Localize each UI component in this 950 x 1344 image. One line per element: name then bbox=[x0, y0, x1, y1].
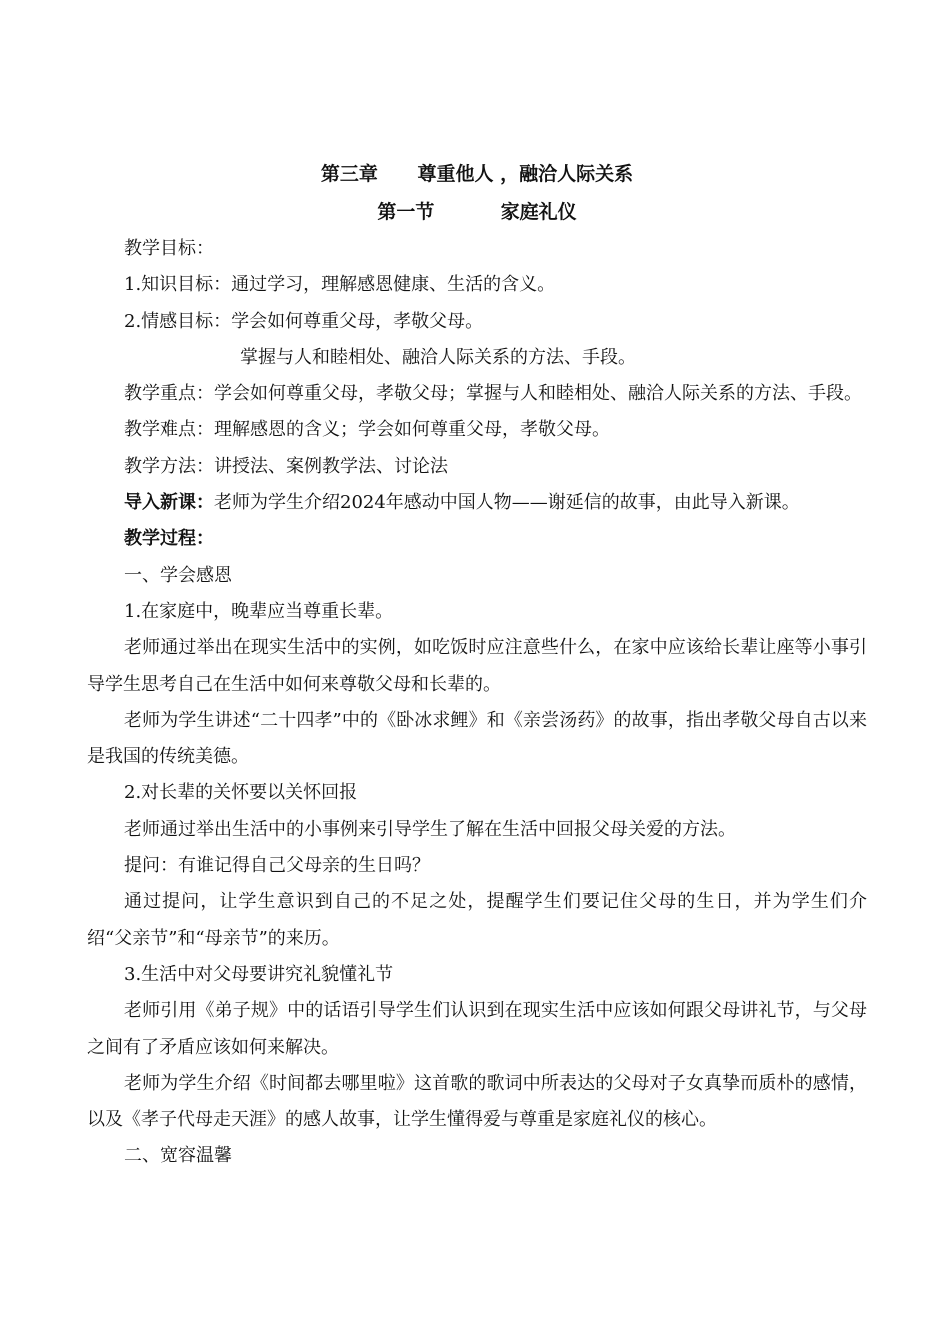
point-3-paragraph-b: 老师为学生介绍《时间都去哪里啦》这首歌的歌词中所表达的父母对子女真挚而质朴的感情，以及《孝子代母走天涯》的感人故事，让学生懂得爱与尊重是家庭礼仪的核心。 bbox=[87, 1072, 867, 1131]
teaching-goals-heading: 教学目标： bbox=[124, 238, 214, 259]
point-2-paragraph-b: 通过提问，让学生意识到自己的不足之处，提醒学生们要记住父母的生日，并为学生们介绍“父亲节”和“母亲节”的来历。 bbox=[87, 891, 867, 949]
section-one-heading: 一、学会感恩 bbox=[124, 564, 232, 586]
point-1-paragraph-a: 老师通过举出在现实生活中的实例，如吃饭时应注意些什么，在家中应该给长辈让座等小事引导学生思考自己在生活中如何来尊敬父母和长辈的。 bbox=[87, 637, 867, 695]
point-3-paragraph-a: 老师引用《弟子规》中的话语引导学生们认识到在现实生活中应该如何跟父母讲礼节，与父母之间有了矛盾应该如何来解决。 bbox=[87, 1000, 867, 1058]
chapter-title: 第三章 尊重他人 ，融洽人际关系 bbox=[320, 163, 634, 185]
knowledge-goal: 1.知识目标：通过学习，理解感恩健康、生活的含义。 bbox=[124, 274, 556, 296]
teaching-difficulties: 教学难点：理解感恩的含义；学会如何尊重父母，孝敬父母。 bbox=[124, 419, 610, 441]
point-1-paragraph-b: 老师为学生讲述“二十四孝”中的《卧冰求鲤》和《亲尝汤药》的故事，指出孝敬父母自古以来是我国的传统美德。 bbox=[87, 709, 867, 768]
point-2-heading: 2.对长辈的关怀要以关怀回报 bbox=[124, 782, 358, 804]
section-two-heading: 二、宽容温馨 bbox=[124, 1145, 232, 1167]
teaching-methods: 教学方法：讲授法、案例教学法、讨论法 bbox=[124, 455, 448, 477]
section-title: 第一节 家庭礼仪 bbox=[377, 201, 577, 223]
emotion-goal-continued: 掌握与人和睦相处、融洽人际关系的方法、手段。 bbox=[240, 346, 636, 368]
point-3-heading: 3.生活中对父母要讲究礼貌懂礼节 bbox=[124, 963, 394, 985]
point-2-paragraph-a: 老师通过举出生活中的小事例来引导学生了解在生活中回报父母关爱的方法。 bbox=[124, 818, 736, 840]
point-1-heading: 1.在家庭中，晚辈应当尊重长辈。 bbox=[124, 600, 394, 622]
point-2-question: 提问：有谁记得自己父母亲的生日吗？ bbox=[124, 855, 430, 877]
teaching-process-heading: 教学过程： bbox=[124, 528, 214, 550]
intro-text: 老师为学生介绍2024年感动中国人物——谢延信的故事，由此导入新课。 bbox=[214, 492, 800, 514]
new-lesson-intro bbox=[87, 485, 867, 521]
emotion-goal: 2.情感目标：学会如何尊重父母，孝敬父母。 bbox=[124, 310, 484, 332]
intro-label: 导入新课： bbox=[124, 492, 214, 514]
teaching-key-points: 教学重点：学会如何尊重父母，孝敬父母；掌握与人和睦相处、融洽人际关系的方法、手段。 bbox=[124, 383, 862, 405]
document-body bbox=[87, 155, 867, 1175]
